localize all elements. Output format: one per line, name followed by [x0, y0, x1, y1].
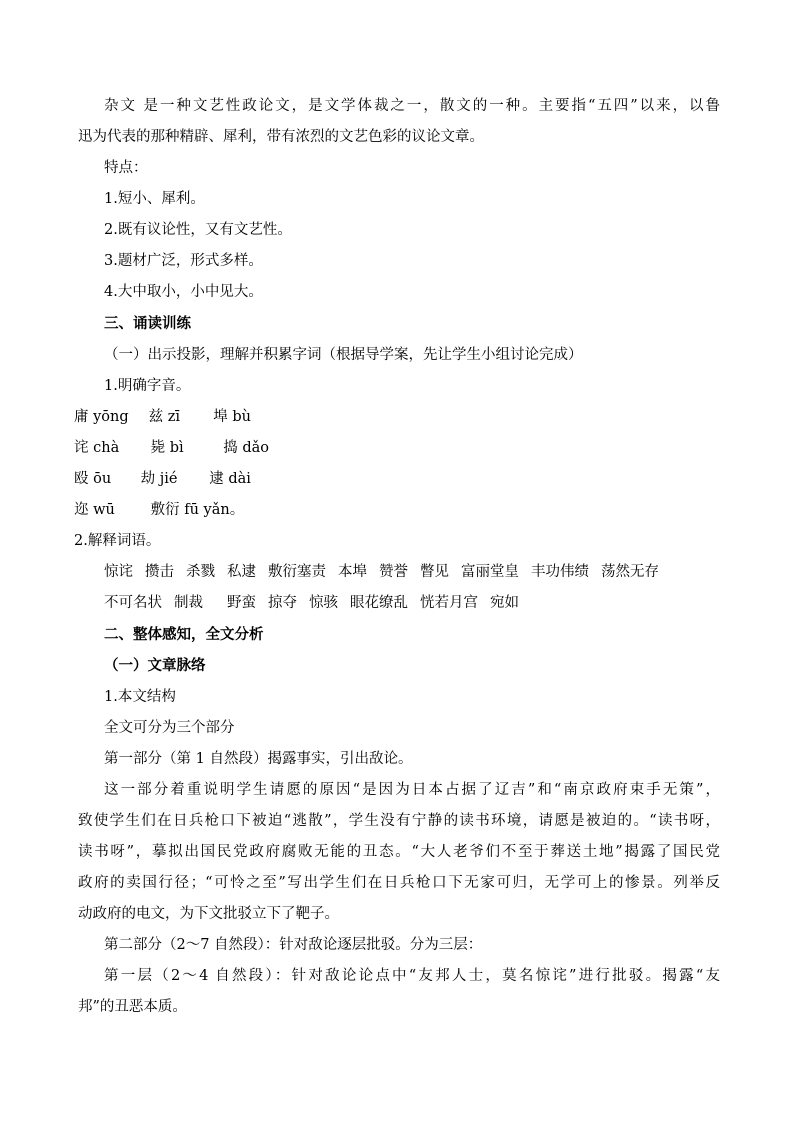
features-title: 特点：: [104, 160, 148, 176]
pinyin-row: [74, 407, 251, 427]
pinyin-item: 埠 bù: [213, 409, 251, 425]
vocab-word: 瞥见: [420, 564, 449, 580]
vocab-row: [104, 593, 531, 613]
vocab-word: 不可名状: [104, 595, 162, 611]
vocab-word: 富丽堂皇: [461, 564, 519, 580]
vocab-word: 惊骇: [309, 595, 338, 611]
part2-title: 第二部分（2～7 自然段）：针对敌论逐层批驳。分为三层：: [104, 937, 483, 953]
part1-line: 政府的卖国行径；“可怜之至”写出学生们在日兵枪口下无家可归，无学可上的惨景。列举反: [78, 875, 720, 891]
structure-title: 1.本文结构: [104, 689, 176, 705]
subsection-title: （一）文章脉络: [104, 657, 206, 674]
part1-line: 这一部分着重说明学生请愿的原因“是因为日本占据了辽吉”和“南京政府束手无策”，: [104, 782, 720, 798]
pinyin-item: 劫 jié: [140, 471, 178, 487]
part1-line: 读书呀”，摹拟出国民党政府腐败无能的丑态。“大人老爷们不至于葬送土地”揭露了国民党: [78, 844, 720, 860]
vocab-word: 私逮: [227, 564, 256, 580]
vocab-word: 眼花缭乱: [350, 595, 408, 611]
pinyin-row: [74, 438, 269, 458]
vocab-word: 本埠: [338, 564, 367, 580]
subsection-title: （一）出示投影，理解并积累字词（根据导学案，先让学生小组讨论完成）: [104, 347, 583, 363]
feature-item: 1.短小、犀利。: [104, 191, 205, 207]
pinyin-item: 敷衍 fū yǎn。: [150, 502, 245, 518]
vocab-word: 赞誉: [379, 564, 408, 580]
pinyin-item: 兹 zī: [148, 409, 180, 425]
pinyin-item: 毙 bì: [150, 440, 184, 456]
pinyin-item: 迩 wū: [74, 502, 115, 518]
feature-item: 2.既有议论性，又有文艺性。: [104, 222, 292, 238]
vocab-word: 攒击: [145, 564, 174, 580]
structure-text: 全文可分为三个部分: [104, 720, 235, 736]
part1-line: 动政府的电文，为下文批驳立下了靶子。: [78, 906, 339, 922]
vocab-word: 丰功伟绩: [531, 564, 589, 580]
vocab-word: 杀戮: [186, 564, 215, 580]
pinyin-row: [74, 469, 251, 489]
vocab-word: 掠夺: [268, 595, 297, 611]
pinyin-item: 逮 dài: [209, 471, 251, 487]
intro-line-1: 杂文 是一种文艺性政论文，是文学体裁之一，散文的一种。主要指“五四”以来，以鲁: [104, 98, 720, 114]
pinyin-item: 捣 dǎo: [223, 440, 269, 456]
vocab-word: 荡然无存: [601, 564, 659, 580]
pinyin-row: [74, 500, 244, 520]
pinyin-item: 诧 chà: [74, 440, 120, 456]
layer1-line: 第一层（2～4 自然段）：针对敌论论点中“友邦人士，莫名惊诧”进行批驳。揭露“友: [104, 968, 720, 984]
vocab-word: 野蛮: [227, 595, 256, 611]
pinyin-item: 庸 yōng: [74, 409, 129, 425]
vocab-word: 惊诧: [104, 564, 133, 580]
vocab-word: 制裁: [174, 595, 203, 611]
part1-title: 第一部分（第 1 自然段）揭露事实，引出敌论。: [104, 751, 413, 767]
vocab-word: 恍若月宫: [420, 595, 478, 611]
pronounce-title: 1.明确字音。: [104, 378, 191, 394]
intro-line-2: 迅为代表的那种精辟、犀利，带有浓烈的文艺色彩的议论文章。: [78, 129, 484, 145]
feature-item: 3.题材广泛，形式多样。: [104, 253, 263, 269]
vocab-word: 宛如: [490, 595, 519, 611]
explain-title: 2.解释词语。: [74, 533, 161, 549]
pinyin-item: 殴 ōu: [74, 471, 112, 487]
section-heading: 二、整体感知，全文分析: [104, 626, 264, 643]
feature-item: 4.大中取小，小中见大。: [104, 284, 263, 300]
vocab-row: [104, 562, 671, 582]
layer1-line: 邦”的丑恶本质。: [78, 999, 187, 1015]
section-heading: 三、诵读训练: [104, 315, 191, 332]
vocab-word: 敷衍塞责: [268, 564, 326, 580]
part1-line: 致使学生们在日兵枪口下被迫“逃散”，学生没有宁静的读书环境，请愿是被迫的。“读书呀，: [78, 813, 720, 829]
